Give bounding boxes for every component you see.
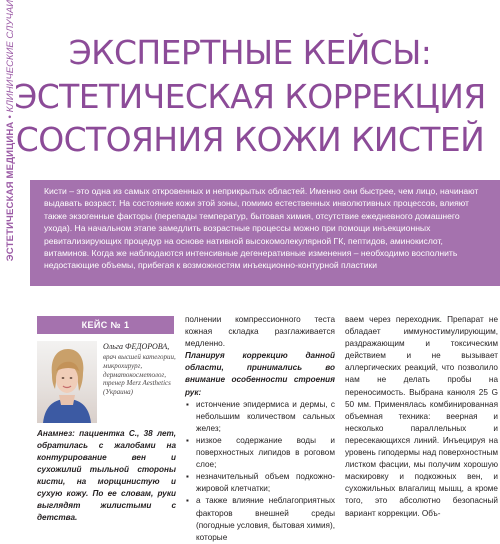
author-photo	[37, 341, 97, 423]
author-portrait-icon	[37, 341, 97, 423]
column3-text: ваем через переходник. Препарат не обладает иммуностимулирующим, раздражающим и токсическим действием и не вызывает аллергических реакций, что позволило нам не делать пробы на переносимость. Выбрана канюля 25 G 50 мм. Применялась комбинированная объемная техника: веерная и несколько параллельных и пересекающихся линий. Инъецируя на уровень гиподермы над поверхностным листком фасции, мы получим хорошую маскировку и подкожных вен, и сухожильных влагалищ мышц, а кроме того, это абсолютно безопасный вариант коррекции. Объ-	[345, 315, 498, 518]
list-item: ▪ а также влияние неблагоприятных факторов внешней среды (погодные условия, бытовая химия), которые	[185, 495, 335, 543]
intro-box	[30, 180, 500, 286]
section-separator: •	[5, 115, 16, 119]
column2-lead: Планируя коррекцию данной области, принимались во внимание особенности строения рук:	[185, 351, 335, 397]
case-label: КЕЙС № 1	[37, 316, 174, 334]
headline-line-2: ЭСТЕТИЧЕСКАЯ КОРРЕКЦИЯ	[14, 77, 486, 116]
section-label	[2, 0, 20, 488]
list-item: ▪ незначительный объем подкожно-жировой клетчатки;	[185, 471, 335, 495]
subsection-title: КЛИНИЧЕСКИЕ СЛУЧАИ	[5, 0, 16, 113]
section-rail	[0, 0, 22, 493]
features-list	[185, 399, 335, 544]
headline-line-3: СОСТОЯНИЯ КОЖИ КИСТЕЙ	[15, 120, 485, 159]
body-column-2	[185, 314, 335, 544]
author-credit	[103, 342, 178, 397]
section-title: ЭСТЕТИЧЕСКАЯ МЕДИЦИНА	[5, 121, 16, 262]
list-item: ▪ низкое содержание воды и поверхностных липидов в роговом слое;	[185, 435, 335, 471]
intro-first-line: Кисти – это одна из самых откровенных и неприкрытых областей. Именно они быстрее, чем лицо, начинают	[44, 186, 479, 196]
column2-intro: полнении компрессионного теста кожная складка разглаживается медленно.	[185, 315, 335, 349]
intro-rest: выдавать возраст. На состояние кожи этой зоны, помимо естественных инволютивных процессов, влияют также экзогенные факторы (перепады температур, бытовая химия, отсутствие ежедневного домашнего ухода). На начальном этапе замедлить возрастные процессы можно при помощи инъекционных ревитализирующих процедур на основе нативной высокомолекулярной ГК, пептидов, аминокислот, витаминов. Когда же наблюдаются интенсивные дегенеративные изменения – необходимо восполнить недостающие объемы, прибегая к возможностям инъекционно-контурной пластики	[44, 198, 469, 271]
headline-line-1: ЭКСПЕРТНЫЕ КЕЙСЫ:	[68, 33, 432, 72]
author-name: Ольга ФЕДОРОВА,	[103, 342, 170, 351]
case-anamnesis: Анамнез: пациентка С., 38 лет, обратилась с жалобами на контурирование вен и сухожилий тыльной стороны кисти, на морщинистую и сухую кожу. По ее словам, руки выглядят жилистыми с детства.	[37, 429, 176, 522]
intro-paragraph	[44, 185, 486, 272]
list-item: ▪ истончение эпидермиса и дермы, с небольшим количеством сальных желез;	[185, 399, 335, 435]
author-role: врач высшей категории, микрохирург, дерматокосметолог, тренер Merz Aesthetics (Украина)	[103, 353, 176, 397]
body-column-3	[345, 314, 498, 520]
